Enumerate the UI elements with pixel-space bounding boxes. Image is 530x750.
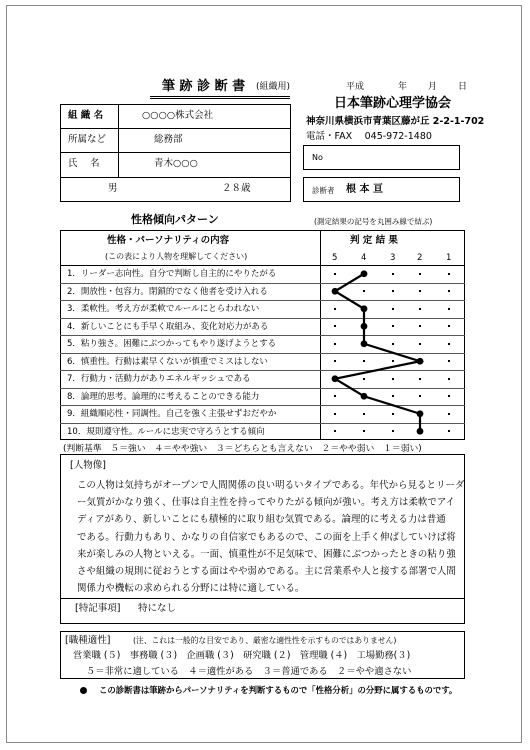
scale-label: 5	[332, 253, 338, 263]
special-label: [特記事項]	[75, 603, 121, 614]
org-name: 日本筆跡心理学協会	[334, 96, 452, 111]
profile-line: ー気質がかなり強く、仕事は自主性を持ってやりたがる傾向が強い。考え方は柔軟でアイ	[77, 497, 455, 509]
profile-line: である。行動力もあり、かなりの自信家でもあるので、この面を上手く伸ばしていけば将	[77, 531, 456, 543]
org-address: 神奈川県横浜市青葉区藤が丘 2-2-1-702	[306, 116, 485, 127]
diagnoser-name: 根 本 亘	[346, 184, 383, 195]
traits-title: 性格傾向パターン	[131, 213, 219, 226]
no-label: No	[312, 153, 323, 162]
score-marker	[361, 340, 368, 347]
profile-line: 来が楽しみの人物といえる。一面、慎重性が不足気味で、困難にぶつかったときの粘り強	[77, 548, 456, 560]
score-marker	[361, 305, 368, 312]
score-marker	[332, 375, 339, 382]
date-year: 年	[398, 82, 408, 92]
trait-label: 6．慎重性。行動は素早くないが慎重でミスはしない	[67, 356, 268, 367]
name-value: 青木○○○	[154, 158, 198, 169]
trait-label: 4．新しいことにも手早く取組み、変化対応力がある	[67, 321, 269, 332]
trait-label: 3．柔軟性。考え方が柔軟でルールにとらわれない	[67, 304, 260, 314]
profile-line: ディアがあり、新しいことにも積極的に取り組む気質である。論理的に考える力は普通	[77, 514, 446, 526]
trait-label: 7．行動力・活動力がありエネルギッシュである	[67, 374, 251, 384]
scale-label: 3	[390, 253, 396, 263]
date-day: 日	[458, 82, 468, 92]
special-value: 特になし	[138, 603, 177, 614]
age-value: ２８歳	[222, 183, 251, 194]
score-marker	[361, 270, 368, 277]
profile-line: 関係力や機転の求められる分野には特に適している。	[77, 583, 305, 595]
score-marker	[417, 410, 424, 417]
org-value: ○○○○株式会社	[142, 110, 214, 121]
result-header: 判 定 結 果	[350, 235, 398, 246]
profile-divider	[60, 598, 465, 599]
aptitude-jobs: 営業職 (５) 事務職 (３) 企画職 (３) 研究職 (２) 管理職 (４) 工場勤務(３)	[73, 650, 411, 661]
org-label: 組 織 名	[68, 110, 104, 121]
traits-col-subheader: (この表により人物を理解してください)	[105, 252, 248, 261]
date-month: 月	[428, 82, 438, 92]
traits-note: (測定結果の記号を丸囲み線で結ぶ)	[314, 217, 433, 226]
aptitude-note: (注、これは一般的な目安であり、厳密な適性性を示すものではありません)	[133, 636, 397, 645]
profile-line: この人物は気持ちがオープンで人間関係の良い明るいタイプである。年代から見るとリーダ	[77, 480, 465, 491]
aptitude-scale: ５＝非常に適している ４＝適性がある ３＝普通である ２＝やや適さない	[86, 666, 412, 677]
bullet-icon	[80, 687, 87, 694]
name-label: 氏 名	[68, 158, 100, 169]
score-marker	[361, 323, 368, 330]
traits-legend: (判断基準 ５＝強い ４＝やや強い ３＝どちらとも言えない ２＝やや弱い １＝弱い)	[63, 444, 422, 454]
scale-label: 4	[361, 253, 367, 263]
score-marker	[417, 358, 424, 365]
score-marker	[332, 288, 339, 295]
gender-value: 男	[108, 183, 118, 194]
diagnoser-label: 診断者	[312, 186, 335, 195]
dept-label: 所属など	[68, 134, 107, 145]
dept-value: 総務部	[154, 134, 183, 145]
trait-label: 5．粘り強さ。困難にぶつかってもやり遂げようとする	[67, 339, 277, 349]
document-subtitle: (組織用)	[256, 82, 291, 92]
scale-label: 2	[417, 253, 423, 263]
footer-note: この診断書は筆跡からパーソナリティを判断するもので「性格分析」の分野に属するものです。	[99, 685, 458, 695]
score-marker	[417, 428, 424, 435]
trait-label: 2．開放性・包容力。閉鎖的でなく他者を受け入れる	[67, 286, 268, 297]
trait-label: 1．リーダー志向性。自分で判断し自主的にやりたがる	[67, 269, 277, 279]
org-phone: 電話・FAX 045-972-1480	[306, 131, 432, 142]
score-line	[335, 274, 420, 432]
trait-label: 10．規則遵守性。ルールに忠実で守ろうとする傾向	[67, 426, 265, 437]
trait-label: 8．論理的思考。論理的に考えることのできる能力	[67, 391, 260, 402]
trait-label: 9．組織順応性・同調性。自己を強く主張せずおだやか	[67, 409, 277, 419]
date-era: 平成	[346, 82, 365, 92]
scale-label: 1	[446, 253, 452, 263]
score-marker	[361, 393, 368, 400]
document-title: 筆 跡 診 断 書	[162, 79, 246, 94]
profile-line: さや組織の規則に従おうとする面はやや弱めである。主に営業系や人と接する部署で人間	[77, 566, 457, 577]
aptitude-heading: [職種適性]	[65, 635, 111, 646]
profile-heading: [人物像]	[70, 460, 106, 471]
traits-col-header: 性格・パーソナリティの内容	[107, 235, 230, 246]
